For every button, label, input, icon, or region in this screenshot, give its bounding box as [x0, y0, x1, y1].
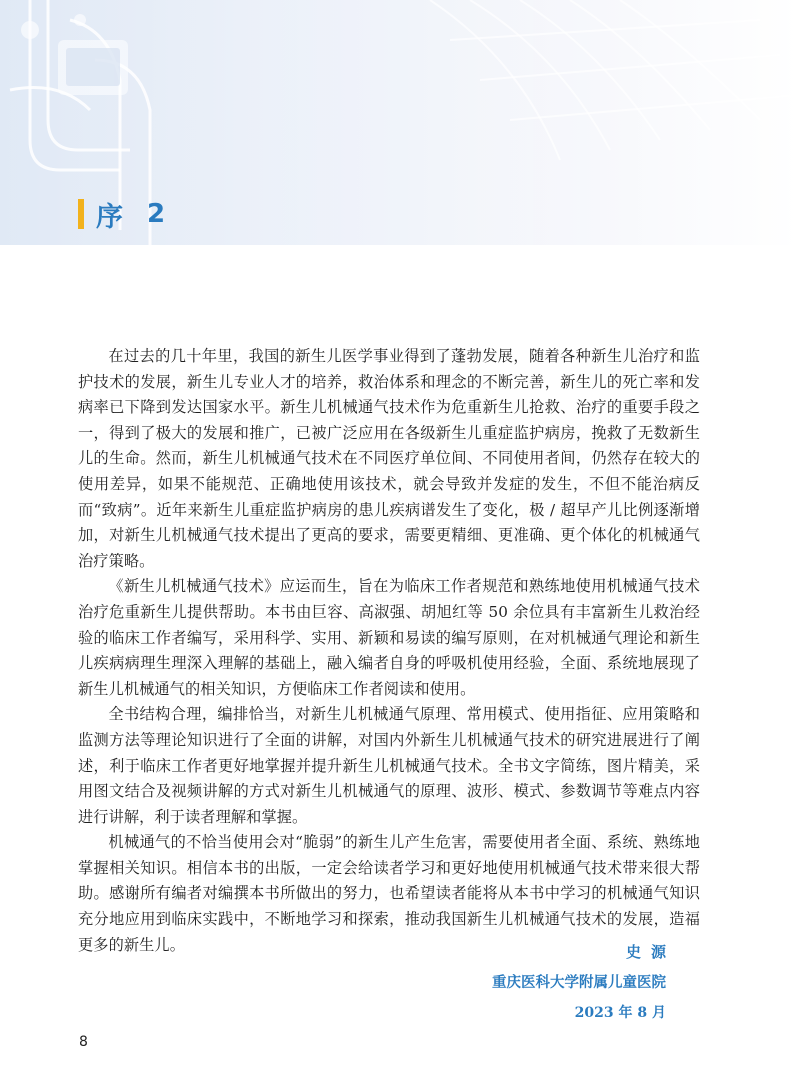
title-accent-bar	[78, 199, 84, 229]
title-number: 2	[147, 199, 166, 229]
signature-block	[492, 938, 676, 1028]
paragraph-1: 在过去的几十年里，我国的新生儿医学事业得到了蓬勃发展，随着各种新生儿治疗和监护技术的发展，新生儿专业人才的培养，救治体系和理念的不断完善，新生儿的死亡率和发病率已下降到发达国家水平。新生儿机械通气技术作为危重新生儿抢救、治疗的重要手段之一，得到了极大的发展和推广，已被广泛应用在各级新生儿重症监护病房，挽救了无数新生儿的生命。然而，新生儿机械通气技术在不同医疗单位间、不同使用者间，仍然存在较大的使用差异，如果不能规范、正确地使用该技术，就会导致并发症的发生，不但不能治病反而“致病”。近年来新生儿重症监护病房的患儿疾病谱发生了变化，极 / 超早产儿比例逐渐增加，对新生儿机械通气技术提出了更高的要求，需要更精细、更准确、更个体化的机械通气治疗策略。	[78, 347, 700, 570]
signature-date: 2023 年 8 月	[574, 1005, 666, 1021]
author-name: 史源	[625, 943, 676, 961]
header-banner	[0, 0, 800, 245]
paragraph-2: 《新生儿机械通气技术》应运而生，旨在为临床工作者规范和熟练地使用机械通气技术治疗危重新生儿提供帮助。本书由巨容、高淑强、胡旭红等 50 余位具有丰富新生儿救治经验的临床工作者编写，采用科学、实用、新颖和易读的编写原则，在对机械通气理论和新生儿疾病病理生理深入理解的基础上，融入编者自身的呼吸机使用经验，全面、系统地展现了新生儿机械通气的相关知识，方便临床工作者阅读和使用。	[78, 577, 700, 698]
paragraph-3: 全书结构合理，编排恰当，对新生儿机械通气原理、常用模式、使用指征、应用策略和监测方法等理论知识进行了全面的讲解，对国内外新生儿机械通气技术的研究进展进行了阐述，利于临床工作者更好地掌握并提升新生儿机械通气技术。全书文字简练，图片精美，采用图文结合及视频讲解的方式对新生儿机械通气的原理、波形、模式、参数调节等难点内容进行讲解，利于读者理解和掌握。	[78, 705, 700, 826]
paragraph-4: 机械通气的不恰当使用会对“脆弱”的新生儿产生危害，需要使用者全面、系统、熟练地掌握相关知识。相信本书的出版，一定会给读者学习和更好地使用机械通气技术带来很大帮助。感谢所有编者对编撰本书所做出的努力，也希望读者能将从本书中学习的机械通气知识充分地应用到临床实践中，不断地学习和探索，推动我国新生儿机械通气技术的发展，造福更多的新生儿。	[78, 833, 700, 954]
section-title	[78, 192, 165, 236]
author-organization: 重庆医科大学附属儿童医院	[492, 975, 666, 991]
page-number: 8	[79, 1034, 88, 1050]
preface-body	[78, 344, 700, 958]
title-text: 序	[96, 201, 125, 233]
